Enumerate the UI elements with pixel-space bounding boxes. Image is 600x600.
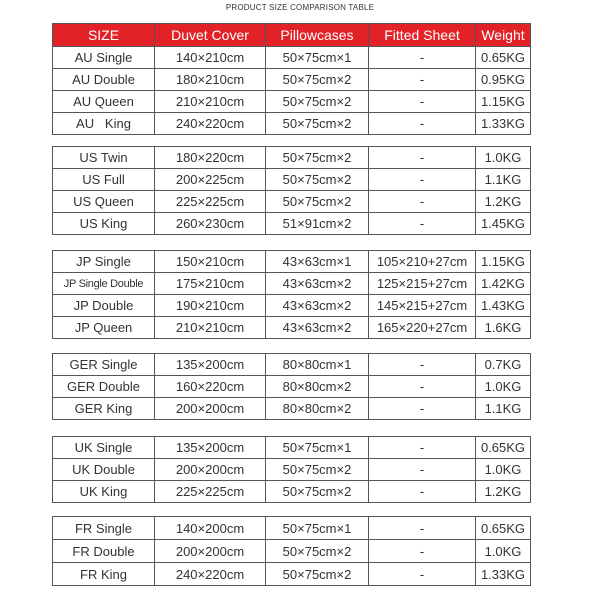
pillowcase-cell: 43×63cm×2 [266, 273, 369, 295]
table-row [53, 169, 531, 191]
header-row [53, 24, 531, 47]
fitted-sheet-cell: - [369, 169, 476, 191]
fitted-sheet-cell: - [369, 191, 476, 213]
size-cell: AU Queen [53, 91, 155, 113]
table-row [53, 563, 531, 586]
weight-cell: 1.15KG [476, 251, 531, 273]
header-table [52, 23, 531, 47]
weight-cell: 1.45KG [476, 213, 531, 235]
size-cell: JP Single Double [53, 273, 155, 295]
duvet-cell: 135×200cm [155, 437, 266, 459]
duvet-cell: 200×200cm [155, 398, 266, 420]
group-au [52, 46, 531, 135]
weight-cell: 1.15KG [476, 91, 531, 113]
duvet-cell: 160×220cm [155, 376, 266, 398]
fitted-sheet-cell: - [369, 517, 476, 540]
table-row [53, 481, 531, 503]
weight-cell: 1.0KG [476, 540, 531, 563]
weight-cell: 0.65KG [476, 47, 531, 69]
fitted-sheet-cell: 105×210+27cm [369, 251, 476, 273]
fitted-sheet-cell: - [369, 147, 476, 169]
pillowcase-cell: 43×63cm×1 [266, 251, 369, 273]
fitted-sheet-cell: - [369, 481, 476, 503]
pillowcase-cell: 43×63cm×2 [266, 295, 369, 317]
fitted-sheet-cell: - [369, 91, 476, 113]
size-cell: GER Single [53, 354, 155, 376]
table-row [53, 191, 531, 213]
fitted-sheet-cell: - [369, 376, 476, 398]
weight-cell: 1.33KG [476, 113, 531, 135]
table-row [53, 540, 531, 563]
duvet-cell: 180×210cm [155, 69, 266, 91]
pillowcase-cell: 50×75cm×1 [266, 437, 369, 459]
size-cell: GER Double [53, 376, 155, 398]
weight-cell: 0.7KG [476, 354, 531, 376]
weight-cell: 1.0KG [476, 147, 531, 169]
table-title: PRODUCT SIZE COMPARISON TABLE [225, 3, 375, 12]
table-row [53, 317, 531, 339]
group-jp [52, 250, 531, 339]
fitted-sheet-cell: 125×215+27cm [369, 273, 476, 295]
pillowcase-cell: 50×75cm×2 [266, 113, 369, 135]
duvet-cell: 225×225cm [155, 481, 266, 503]
weight-cell: 0.95KG [476, 69, 531, 91]
header-weight: Weight [476, 24, 531, 47]
table-row [53, 398, 531, 420]
pillowcase-cell: 50×75cm×2 [266, 191, 369, 213]
size-cell: FR Double [53, 540, 155, 563]
size-cell: AU Double [53, 69, 155, 91]
size-cell: AU Single [53, 47, 155, 69]
pillowcase-cell: 50×75cm×2 [266, 563, 369, 586]
table-row [53, 376, 531, 398]
fitted-sheet-cell: - [369, 354, 476, 376]
weight-cell: 1.2KG [476, 191, 531, 213]
size-cell: US King [53, 213, 155, 235]
duvet-cell: 180×220cm [155, 147, 266, 169]
duvet-cell: 225×225cm [155, 191, 266, 213]
fitted-sheet-cell: 145×215+27cm [369, 295, 476, 317]
header-duvet-cover: Duvet Cover [155, 24, 266, 47]
table-row [53, 459, 531, 481]
pillowcase-cell: 50×75cm×2 [266, 147, 369, 169]
pillowcase-cell: 51×91cm×2 [266, 213, 369, 235]
weight-cell: 0.65KG [476, 437, 531, 459]
pillowcase-cell: 50×75cm×2 [266, 540, 369, 563]
table-row [53, 517, 531, 540]
duvet-cell: 200×225cm [155, 169, 266, 191]
table-row [53, 295, 531, 317]
fitted-sheet-cell: - [369, 540, 476, 563]
table-row [53, 273, 531, 295]
weight-cell: 1.0KG [476, 459, 531, 481]
table-row [53, 213, 531, 235]
duvet-cell: 140×200cm [155, 517, 266, 540]
group-fr [52, 516, 531, 586]
fitted-sheet-cell: - [369, 47, 476, 69]
weight-cell: 0.65KG [476, 517, 531, 540]
duvet-cell: 200×200cm [155, 459, 266, 481]
duvet-cell: 135×200cm [155, 354, 266, 376]
duvet-cell: 190×210cm [155, 295, 266, 317]
size-cell: FR King [53, 563, 155, 586]
duvet-cell: 200×200cm [155, 540, 266, 563]
fitted-sheet-cell: - [369, 437, 476, 459]
weight-cell: 1.6KG [476, 317, 531, 339]
pillowcase-cell: 80×80cm×2 [266, 398, 369, 420]
size-cell: UK King [53, 481, 155, 503]
weight-cell: 1.43KG [476, 295, 531, 317]
size-cell: JP Single [53, 251, 155, 273]
table-row [53, 47, 531, 69]
header-size: SIZE [53, 24, 155, 47]
weight-cell: 1.1KG [476, 169, 531, 191]
duvet-cell: 175×210cm [155, 273, 266, 295]
size-cell: UK Single [53, 437, 155, 459]
weight-cell: 1.33KG [476, 563, 531, 586]
duvet-cell: 210×210cm [155, 317, 266, 339]
size-cell: GER King [53, 398, 155, 420]
fitted-sheet-cell: - [369, 398, 476, 420]
fitted-sheet-cell: - [369, 563, 476, 586]
pillowcase-cell: 50×75cm×2 [266, 169, 369, 191]
fitted-sheet-cell: - [369, 459, 476, 481]
table-row [53, 354, 531, 376]
size-cell: US Full [53, 169, 155, 191]
pillowcase-cell: 50×75cm×2 [266, 481, 369, 503]
weight-cell: 1.42KG [476, 273, 531, 295]
size-cell: US Queen [53, 191, 155, 213]
pillowcase-cell: 50×75cm×2 [266, 459, 369, 481]
table-row [53, 113, 531, 135]
group-us [52, 146, 531, 235]
pillowcase-cell: 80×80cm×1 [266, 354, 369, 376]
pillowcase-cell: 43×63cm×2 [266, 317, 369, 339]
pillowcase-cell: 50×75cm×2 [266, 69, 369, 91]
weight-cell: 1.2KG [476, 481, 531, 503]
size-cell: JP Queen [53, 317, 155, 339]
duvet-cell: 260×230cm [155, 213, 266, 235]
duvet-cell: 150×210cm [155, 251, 266, 273]
group-ger [52, 353, 531, 420]
size-cell: FR Single [53, 517, 155, 540]
weight-cell: 1.1KG [476, 398, 531, 420]
pillowcase-cell: 50×75cm×2 [266, 91, 369, 113]
size-cell: UK Double [53, 459, 155, 481]
table-row [53, 251, 531, 273]
duvet-cell: 240×220cm [155, 113, 266, 135]
duvet-cell: 140×210cm [155, 47, 266, 69]
table-row [53, 69, 531, 91]
table-row [53, 91, 531, 113]
pillowcase-cell: 50×75cm×1 [266, 47, 369, 69]
size-cell: JP Double [53, 295, 155, 317]
table-row [53, 437, 531, 459]
pillowcase-cell: 50×75cm×1 [266, 517, 369, 540]
pillowcase-cell: 80×80cm×2 [266, 376, 369, 398]
duvet-cell: 210×210cm [155, 91, 266, 113]
weight-cell: 1.0KG [476, 376, 531, 398]
duvet-cell: 240×220cm [155, 563, 266, 586]
table-row [53, 147, 531, 169]
size-cell: AU King [53, 113, 155, 135]
fitted-sheet-cell: - [369, 69, 476, 91]
fitted-sheet-cell: 165×220+27cm [369, 317, 476, 339]
fitted-sheet-cell: - [369, 113, 476, 135]
header-fitted-sheet: Fitted Sheet [369, 24, 476, 47]
size-cell: US Twin [53, 147, 155, 169]
header-pillowcases: Pillowcases [266, 24, 369, 47]
group-uk [52, 436, 531, 503]
fitted-sheet-cell: - [369, 213, 476, 235]
